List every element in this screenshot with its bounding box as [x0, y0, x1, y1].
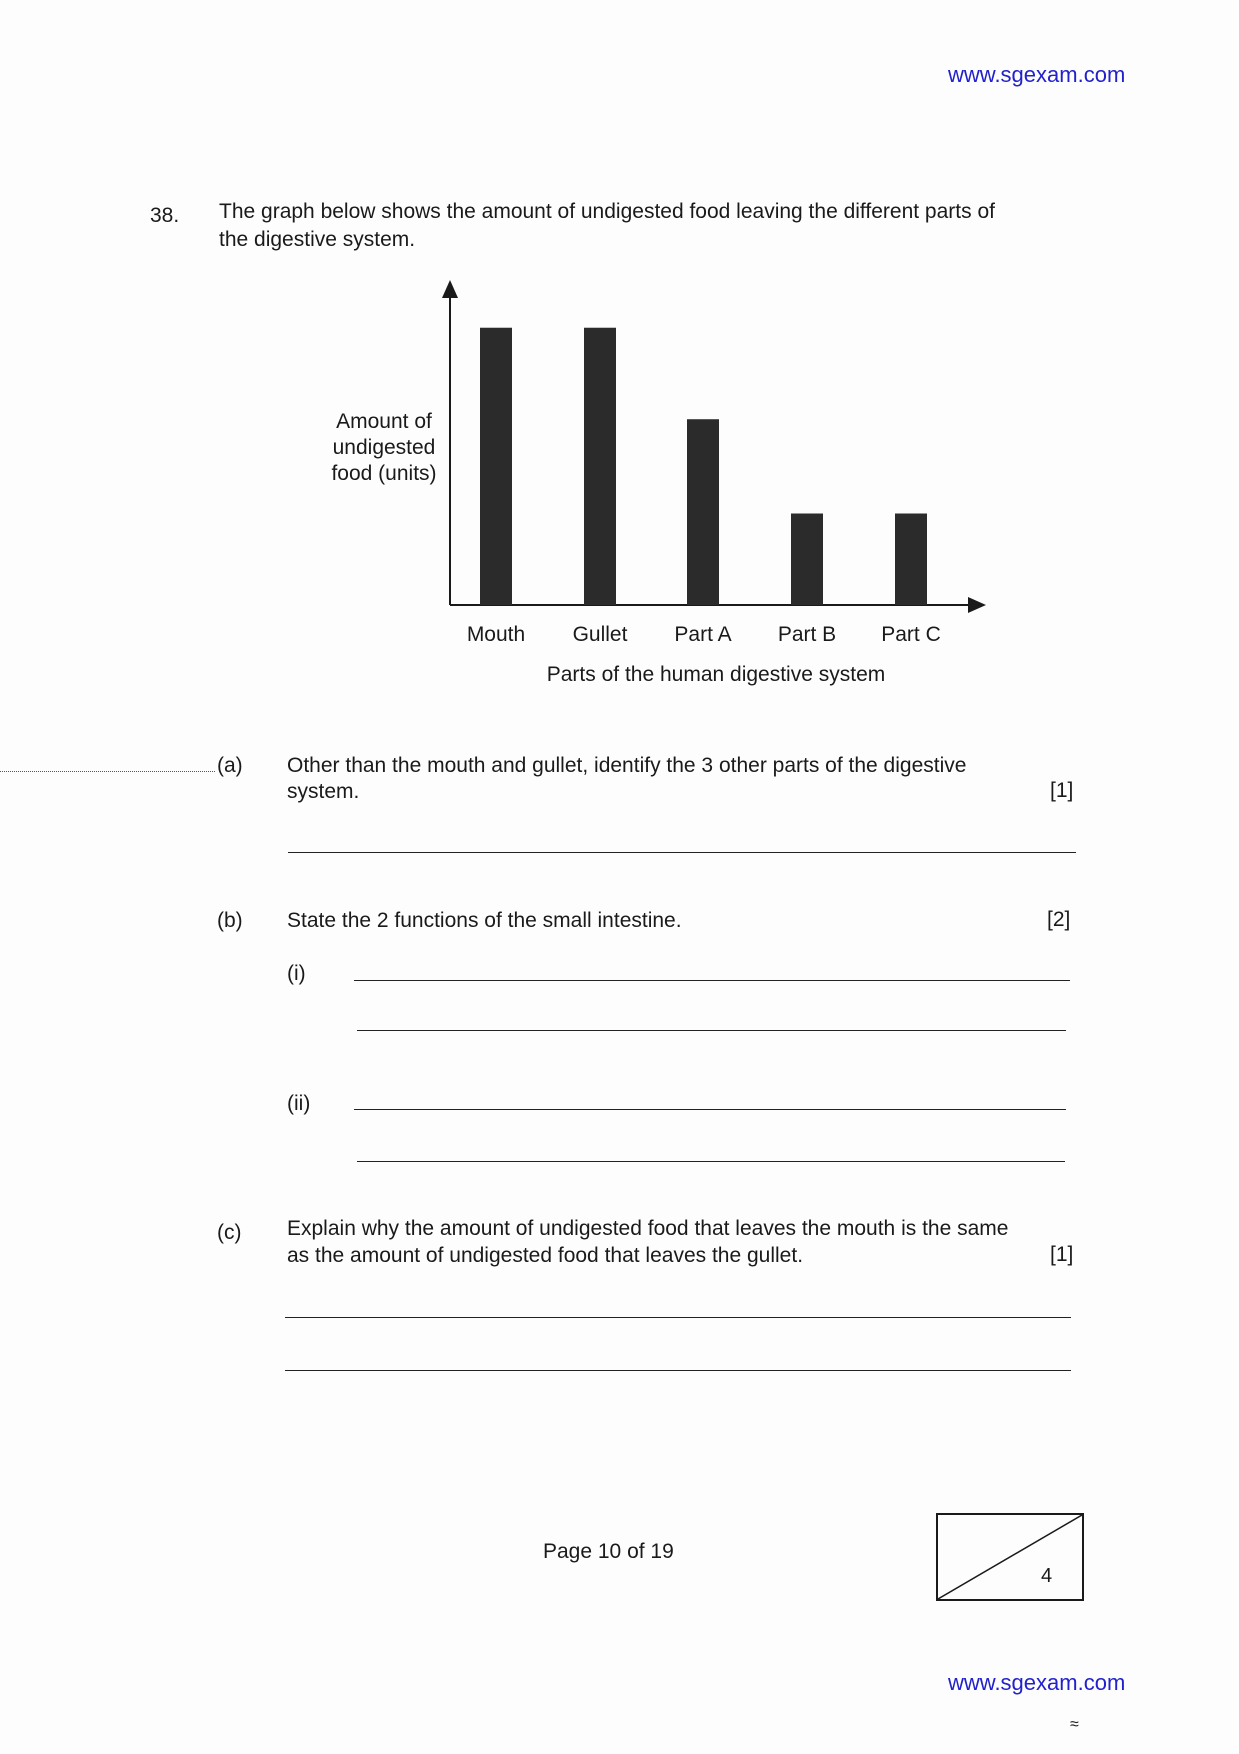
score-box-diagonal [938, 1515, 1082, 1599]
part-a-label: (a) [217, 754, 243, 777]
x-axis-label: Parts of the human digestive system [546, 663, 886, 686]
tick-label-gullet: Gullet [572, 623, 628, 646]
tick-label-mouth: Mouth [466, 623, 526, 646]
bar-part-b [791, 514, 823, 606]
score-box-value: 4 [1041, 1565, 1053, 1587]
part-a-text-line1: Other than the mouth and gullet, identify the 3 other parts of the digestive [287, 754, 967, 777]
bar-gullet [584, 328, 616, 605]
header-website: www.sgexam.com [948, 62, 1126, 87]
part-b-sub-i-label: (i) [287, 962, 306, 985]
bar-part-c [895, 514, 927, 606]
question-intro-line2: the digestive system. [219, 228, 416, 251]
part-b-ii-answer-line-1[interactable] [354, 1109, 1066, 1110]
page-number: Page 10 of 19 [543, 1540, 674, 1563]
part-b-i-answer-line-2[interactable] [357, 1030, 1066, 1031]
bar-chart [300, 280, 1000, 700]
part-c-answer-line-2[interactable] [285, 1370, 1071, 1371]
part-b-marks: [2] [1047, 908, 1071, 931]
y-axis-label-line3: food (units) [331, 462, 437, 485]
part-c-text-line1: Explain why the amount of undigested food that leaves the mouth is the same [287, 1217, 1009, 1240]
y-axis-label-line1: Amount of [336, 410, 432, 433]
dotted-margin-line [0, 771, 215, 772]
part-b-ii-answer-line-2[interactable] [357, 1161, 1065, 1162]
score-box [936, 1513, 1084, 1601]
part-c-marks: [1] [1050, 1243, 1074, 1266]
part-b-label: (b) [217, 909, 243, 932]
question-intro-line1: The graph below shows the amount of undigested food leaving the different parts of [219, 200, 995, 223]
tick-label-part-a: Part A [674, 623, 732, 646]
corner-mark: ≈ [1070, 1716, 1079, 1733]
y-axis-label-line2: undigested [332, 436, 436, 459]
part-b-sub-ii-label: (ii) [287, 1092, 311, 1115]
part-c-answer-line-1[interactable] [285, 1317, 1071, 1318]
part-c-text-line2: as the amount of undigested food that leaves the gullet. [287, 1244, 804, 1267]
part-b-text: State the 2 functions of the small intestine. [287, 909, 682, 932]
part-a-answer-line[interactable] [288, 852, 1076, 853]
footer-website: www.sgexam.com [948, 1670, 1126, 1695]
part-a-marks: [1] [1050, 779, 1074, 802]
part-a-text-line2: system. [287, 780, 360, 803]
bar-part-a [687, 419, 719, 605]
part-c-label: (c) [217, 1221, 242, 1244]
bar-mouth [480, 328, 512, 605]
question-number: 38. [150, 204, 180, 227]
tick-label-part-c: Part C [881, 623, 941, 646]
tick-label-part-b: Part B [777, 623, 837, 646]
part-b-i-answer-line-1[interactable] [354, 980, 1070, 981]
